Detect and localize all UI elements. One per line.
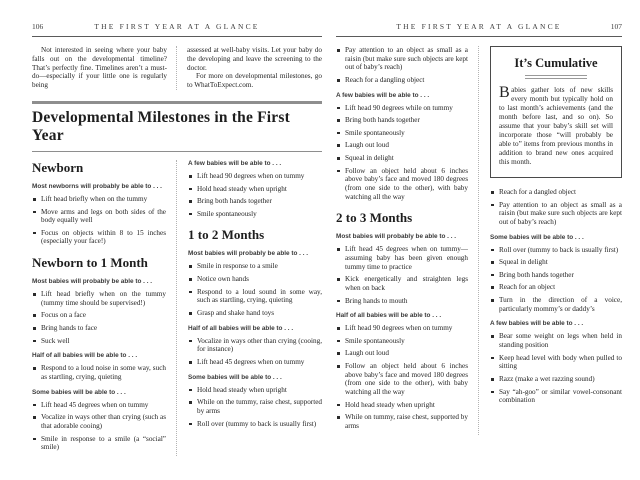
milestone-item-text: Bear some weight on legs when held in standing position xyxy=(499,332,622,350)
milestone-item-text: Pay attention to an object as small as a raisin (but make sure such objects are kept out of baby’s reach) xyxy=(499,200,622,226)
milestone-item-text: Keep head level with body when pulled to sitting xyxy=(499,353,622,371)
milestone-item-text: Smile in response to a smile (a “social” smile) xyxy=(41,434,166,452)
bullet-icon xyxy=(337,79,340,82)
milestone-item xyxy=(336,46,468,72)
page-left xyxy=(32,0,322,480)
intro-column-left xyxy=(32,46,177,90)
milestone-item-text: Grasp and shake hand toys xyxy=(197,309,275,318)
milestone-item-text: Smile spontaneously xyxy=(197,209,257,218)
bullet-icon xyxy=(189,265,192,268)
milestone-item-text: Notice own hands xyxy=(197,275,249,284)
ability-level-subhead: A few babies will be able to . . . xyxy=(490,320,584,328)
bullet-icon xyxy=(33,327,36,330)
milestone-item xyxy=(188,185,322,194)
bullet-icon xyxy=(33,438,36,441)
milestone-item-text: Squeal in delight xyxy=(345,154,394,163)
milestone-item xyxy=(188,358,322,367)
milestone-column-4 xyxy=(479,46,622,435)
bullet-icon xyxy=(337,404,340,407)
ability-level-subhead: Some babies will be able to . . . xyxy=(32,388,126,396)
milestone-item xyxy=(336,413,468,430)
milestone-item xyxy=(490,271,622,280)
bullet-icon xyxy=(337,416,340,419)
milestone-item-text: Smile spontaneously xyxy=(345,336,405,345)
bullet-icon xyxy=(491,249,494,252)
bullet-icon xyxy=(189,278,192,281)
ability-level-subhead: Most babies will probably be able to . . . xyxy=(32,278,153,286)
milestone-item xyxy=(490,201,622,227)
milestone-item-text: Squeal in delight xyxy=(499,258,548,267)
milestone-item-text: Respond to a loud sound in some way, such as startling, crying, quieting xyxy=(197,287,322,305)
milestone-item-text: Lift head 45 degrees when on tummy xyxy=(41,400,149,409)
milestone-column-1 xyxy=(32,160,177,456)
page-right xyxy=(336,0,622,480)
sidebar-title-rule xyxy=(525,75,587,79)
milestone-item-text: Razz (make a wet razzing sound) xyxy=(499,374,595,383)
milestone-item xyxy=(188,172,322,181)
milestone-item-text: Move arms and legs on both sides of the body equally well xyxy=(41,207,166,225)
milestone-item xyxy=(32,195,166,204)
ability-level-subhead: Half of all babies will be able to . . . xyxy=(188,324,294,332)
milestone-item-text: Follow an object held about 6 inches above baby’s face and moved 180 degrees (from one side to the other), with baby watching all the way xyxy=(345,166,468,201)
bullet-icon xyxy=(337,157,340,160)
milestone-item-text: Reach for a dangling object xyxy=(345,75,425,84)
milestone-item-text: Reach for an object xyxy=(499,283,556,292)
milestone-item xyxy=(490,388,622,405)
bullet-icon xyxy=(337,49,340,52)
bullet-icon xyxy=(491,204,494,207)
bullet-icon xyxy=(189,340,192,343)
milestone-item-text: Hold head steady when upright xyxy=(197,385,287,394)
intro-paragraph: Not interested in seeing where your baby falls out on the developmental timeline? That’s perfectly fine. Timelines aren’t a must-do—especially if your little one is regularly being xyxy=(32,46,167,90)
milestone-item xyxy=(490,246,622,255)
bullet-icon xyxy=(491,286,494,289)
milestone-item xyxy=(490,354,622,371)
bullet-icon xyxy=(33,340,36,343)
bullet-icon xyxy=(189,200,192,203)
milestone-column-4-blocks xyxy=(490,188,622,405)
bullet-icon xyxy=(337,340,340,343)
bullet-icon xyxy=(337,300,340,303)
milestone-item xyxy=(336,324,468,333)
milestone-item xyxy=(32,208,166,225)
milestone-item xyxy=(336,275,468,292)
milestone-item-text: Pay attention to an object as small as a raisin (but make sure such objects are kept out of baby’s reach) xyxy=(345,46,468,72)
bullet-icon xyxy=(189,213,192,216)
milestone-item xyxy=(32,337,166,346)
milestone-item xyxy=(336,337,468,346)
milestone-item xyxy=(188,309,322,318)
bullet-icon xyxy=(189,423,192,426)
milestone-item-text: Bring both hands together xyxy=(345,116,420,125)
page-number: 107 xyxy=(610,22,622,31)
milestone-item xyxy=(188,210,322,219)
milestone-item-text: Lift head 45 degrees when on tummy—assuming baby has been given enough tummy time to practice xyxy=(345,245,468,271)
milestone-item xyxy=(188,262,322,271)
milestone-item-text: Kick energetically and straighten legs when on back xyxy=(345,275,468,292)
milestone-item xyxy=(490,258,622,267)
milestone-item-text: Roll over (tummy to back is usually first) xyxy=(499,245,619,254)
intro-paragraph: For more on developmental milestones, go to WhatToExpect.com. xyxy=(187,72,322,90)
milestone-item-text: Laugh out loud xyxy=(345,349,389,358)
milestone-item-text: Turn in the direction of a voice, particularly mommy’s or daddy’s xyxy=(499,296,622,313)
milestone-item-text: Say “ah-goo” or similar vowel-consonant combination xyxy=(499,387,622,405)
bullet-icon xyxy=(491,299,494,302)
milestone-item-text: Hold head steady when upright xyxy=(345,400,435,409)
bullet-icon xyxy=(337,144,340,147)
header-rule xyxy=(336,36,622,37)
milestone-item-text: Follow an object held about 6 inches above baby’s face and moved 180 degrees (from one side to the other), with baby watching all the way xyxy=(345,362,468,397)
milestone-item xyxy=(32,290,166,307)
milestone-item-text: Lift head 90 degrees when on tummy xyxy=(345,324,453,333)
bullet-icon xyxy=(33,232,36,235)
milestone-item xyxy=(490,283,622,292)
milestone-item xyxy=(188,398,322,415)
milestone-item-text: Reach for a dangled object xyxy=(499,188,577,196)
bullet-icon xyxy=(33,293,36,296)
milestone-item-text: Smile in response to a smile xyxy=(197,262,278,271)
bullet-icon xyxy=(189,291,192,294)
bullet-icon xyxy=(33,367,36,370)
bullet-icon xyxy=(33,198,36,201)
bullet-icon xyxy=(33,211,36,214)
milestone-item xyxy=(490,188,622,197)
milestone-item-text: Lift head 45 degrees when on tummy xyxy=(197,357,305,366)
sidebar-body xyxy=(499,86,613,167)
milestone-item-text: Bring hands to face xyxy=(41,324,98,333)
page-header xyxy=(336,22,622,33)
milestone-item xyxy=(336,245,468,271)
milestone-column-2 xyxy=(177,160,322,456)
milestone-item-text: Roll over (tummy to back is usually first) xyxy=(197,419,317,428)
bullet-icon xyxy=(337,170,340,173)
milestone-item xyxy=(490,332,622,349)
milestone-item xyxy=(336,362,468,397)
bullet-icon xyxy=(337,365,340,368)
milestone-item-text: Lift head 90 degrees while on tummy xyxy=(345,103,453,112)
bullet-icon xyxy=(337,132,340,135)
bullet-icon xyxy=(33,314,36,317)
milestone-item-text: Vocalize in ways other than crying (such as that adorable cooing) xyxy=(41,413,166,430)
ability-level-subhead: Most babies will probably be able to . . . xyxy=(188,250,309,258)
milestone-item-text: Focus on objects within 8 to 15 inches (especially your face!) xyxy=(41,228,166,246)
cumulative-sidebar-box xyxy=(490,46,622,178)
ability-level-subhead: Half of all babies will be able to . . . xyxy=(336,312,442,320)
bullet-icon xyxy=(491,357,494,360)
bullet-icon xyxy=(189,389,192,392)
milestone-item xyxy=(32,229,166,246)
milestone-item-text: Lift head 90 degrees when on tummy xyxy=(197,171,305,180)
ability-level-subhead: Most newborns will probably be able to . . . xyxy=(32,182,162,190)
milestone-age-heading: Newborn to 1 Month xyxy=(32,255,148,271)
intro-section xyxy=(32,46,322,90)
milestone-item xyxy=(188,288,322,305)
bullet-icon xyxy=(189,361,192,364)
milestone-item xyxy=(32,401,166,410)
intro-paragraph: assessed at well-baby visits. Let your baby do the developing and leave the screening to the doctor. xyxy=(187,46,322,72)
milestone-columns-left-page xyxy=(32,160,322,456)
bullet-icon xyxy=(189,312,192,315)
milestone-item-text: Lift head briefly when on the tummy xyxy=(41,194,148,203)
milestone-item xyxy=(32,413,166,430)
milestone-item-text: Bring both hands together xyxy=(499,270,574,279)
milestone-item xyxy=(336,154,468,163)
milestone-item xyxy=(188,337,322,354)
milestone-item xyxy=(32,364,166,381)
bullet-icon xyxy=(491,191,494,194)
milestone-column-3 xyxy=(336,46,479,435)
milestone-item xyxy=(188,275,322,284)
milestone-item-text: While on the tummy, raise chest, supported by arms xyxy=(197,398,322,415)
milestone-item xyxy=(32,435,166,452)
bullet-icon xyxy=(491,378,494,381)
milestone-item xyxy=(336,141,468,150)
milestone-item-text: Respond to a loud noise in some way, such as startling, crying, quieting xyxy=(41,364,166,381)
milestone-age-heading: 1 to 2 Months xyxy=(188,227,265,243)
bullet-icon xyxy=(189,188,192,191)
ability-level-subhead: Most babies will probably be able to . . . xyxy=(336,233,457,241)
bullet-icon xyxy=(337,248,340,251)
bullet-icon xyxy=(33,404,36,407)
ability-level-subhead: Some babies will be able to . . . xyxy=(188,373,282,381)
milestone-item xyxy=(336,116,468,125)
milestone-item xyxy=(336,76,468,85)
page-header xyxy=(32,22,322,33)
drop-cap: B xyxy=(499,84,510,101)
milestone-item-text: Vocalize in ways other than crying (cooing, for instance) xyxy=(197,336,323,354)
bullet-icon xyxy=(337,278,340,281)
running-head: THE FIRST YEAR AT A GLANCE xyxy=(94,22,260,31)
bullet-icon xyxy=(337,327,340,330)
bullet-icon xyxy=(189,401,192,404)
bullet-icon xyxy=(337,352,340,355)
bullet-icon xyxy=(189,175,192,178)
milestone-columns-right-page xyxy=(336,46,622,435)
milestone-item xyxy=(188,197,322,206)
milestone-item xyxy=(336,401,468,410)
ability-level-subhead: A few babies will be able to . . . xyxy=(188,159,282,167)
header-rule xyxy=(32,36,322,37)
milestone-item xyxy=(32,324,166,333)
milestone-item xyxy=(188,420,322,429)
milestone-item xyxy=(490,296,622,313)
sidebar-body-text: abies gather lots of new skills every month but typically hold on to last month’s achievements (and the month before last, and so on). So assume that your baby’s skill set will incorporate those “will probably be able to” items from previous months in addition to brand new ones acquired this month. xyxy=(499,86,613,166)
milestone-item-text: Lift head briefly when on the tummy (tummy time should be supervised!) xyxy=(41,290,166,307)
milestone-item xyxy=(32,311,166,320)
milestone-item xyxy=(336,129,468,138)
running-head: THE FIRST YEAR AT A GLANCE xyxy=(396,22,562,31)
bullet-icon xyxy=(491,335,494,338)
milestone-age-heading: Newborn xyxy=(32,159,84,175)
bullet-icon xyxy=(491,261,494,264)
milestone-item-text: While on tummy, raise chest, supported by arms xyxy=(345,413,468,430)
milestone-item xyxy=(336,167,468,202)
milestone-item xyxy=(336,349,468,358)
page-number: 106 xyxy=(32,22,44,31)
intro-column-right xyxy=(177,46,322,90)
milestone-item xyxy=(490,375,622,384)
sidebar-title: It’s Cumulative xyxy=(514,56,598,70)
ability-level-subhead: A few babies will be able to . . . xyxy=(336,91,430,99)
milestone-item-text: Bring both hands together xyxy=(197,197,272,206)
bullet-icon xyxy=(337,119,340,122)
bullet-icon xyxy=(491,274,494,277)
milestone-item-text: Laugh out loud xyxy=(345,141,389,150)
bullet-icon xyxy=(491,391,494,394)
bullet-icon xyxy=(33,416,36,419)
bullet-icon xyxy=(337,107,340,110)
milestone-item-text: Smile spontaneously xyxy=(345,128,405,137)
milestone-item xyxy=(336,297,468,306)
milestone-item-text: Focus on a face xyxy=(41,311,86,320)
section-title-block xyxy=(32,101,322,152)
milestone-item xyxy=(336,104,468,113)
section-title: Developmental Milestones in the First Year xyxy=(32,108,290,144)
ability-level-subhead: Some babies will be able to . . . xyxy=(490,233,584,241)
milestone-item-text: Bring hands to mouth xyxy=(345,296,408,305)
ability-level-subhead: Half of all babies will be able to . . . xyxy=(32,352,138,360)
milestone-item xyxy=(188,386,322,395)
milestone-item-text: Suck well xyxy=(41,336,70,345)
milestone-age-heading: 2 to 3 Months xyxy=(336,210,413,226)
milestone-item-text: Hold head steady when upright xyxy=(197,184,287,193)
